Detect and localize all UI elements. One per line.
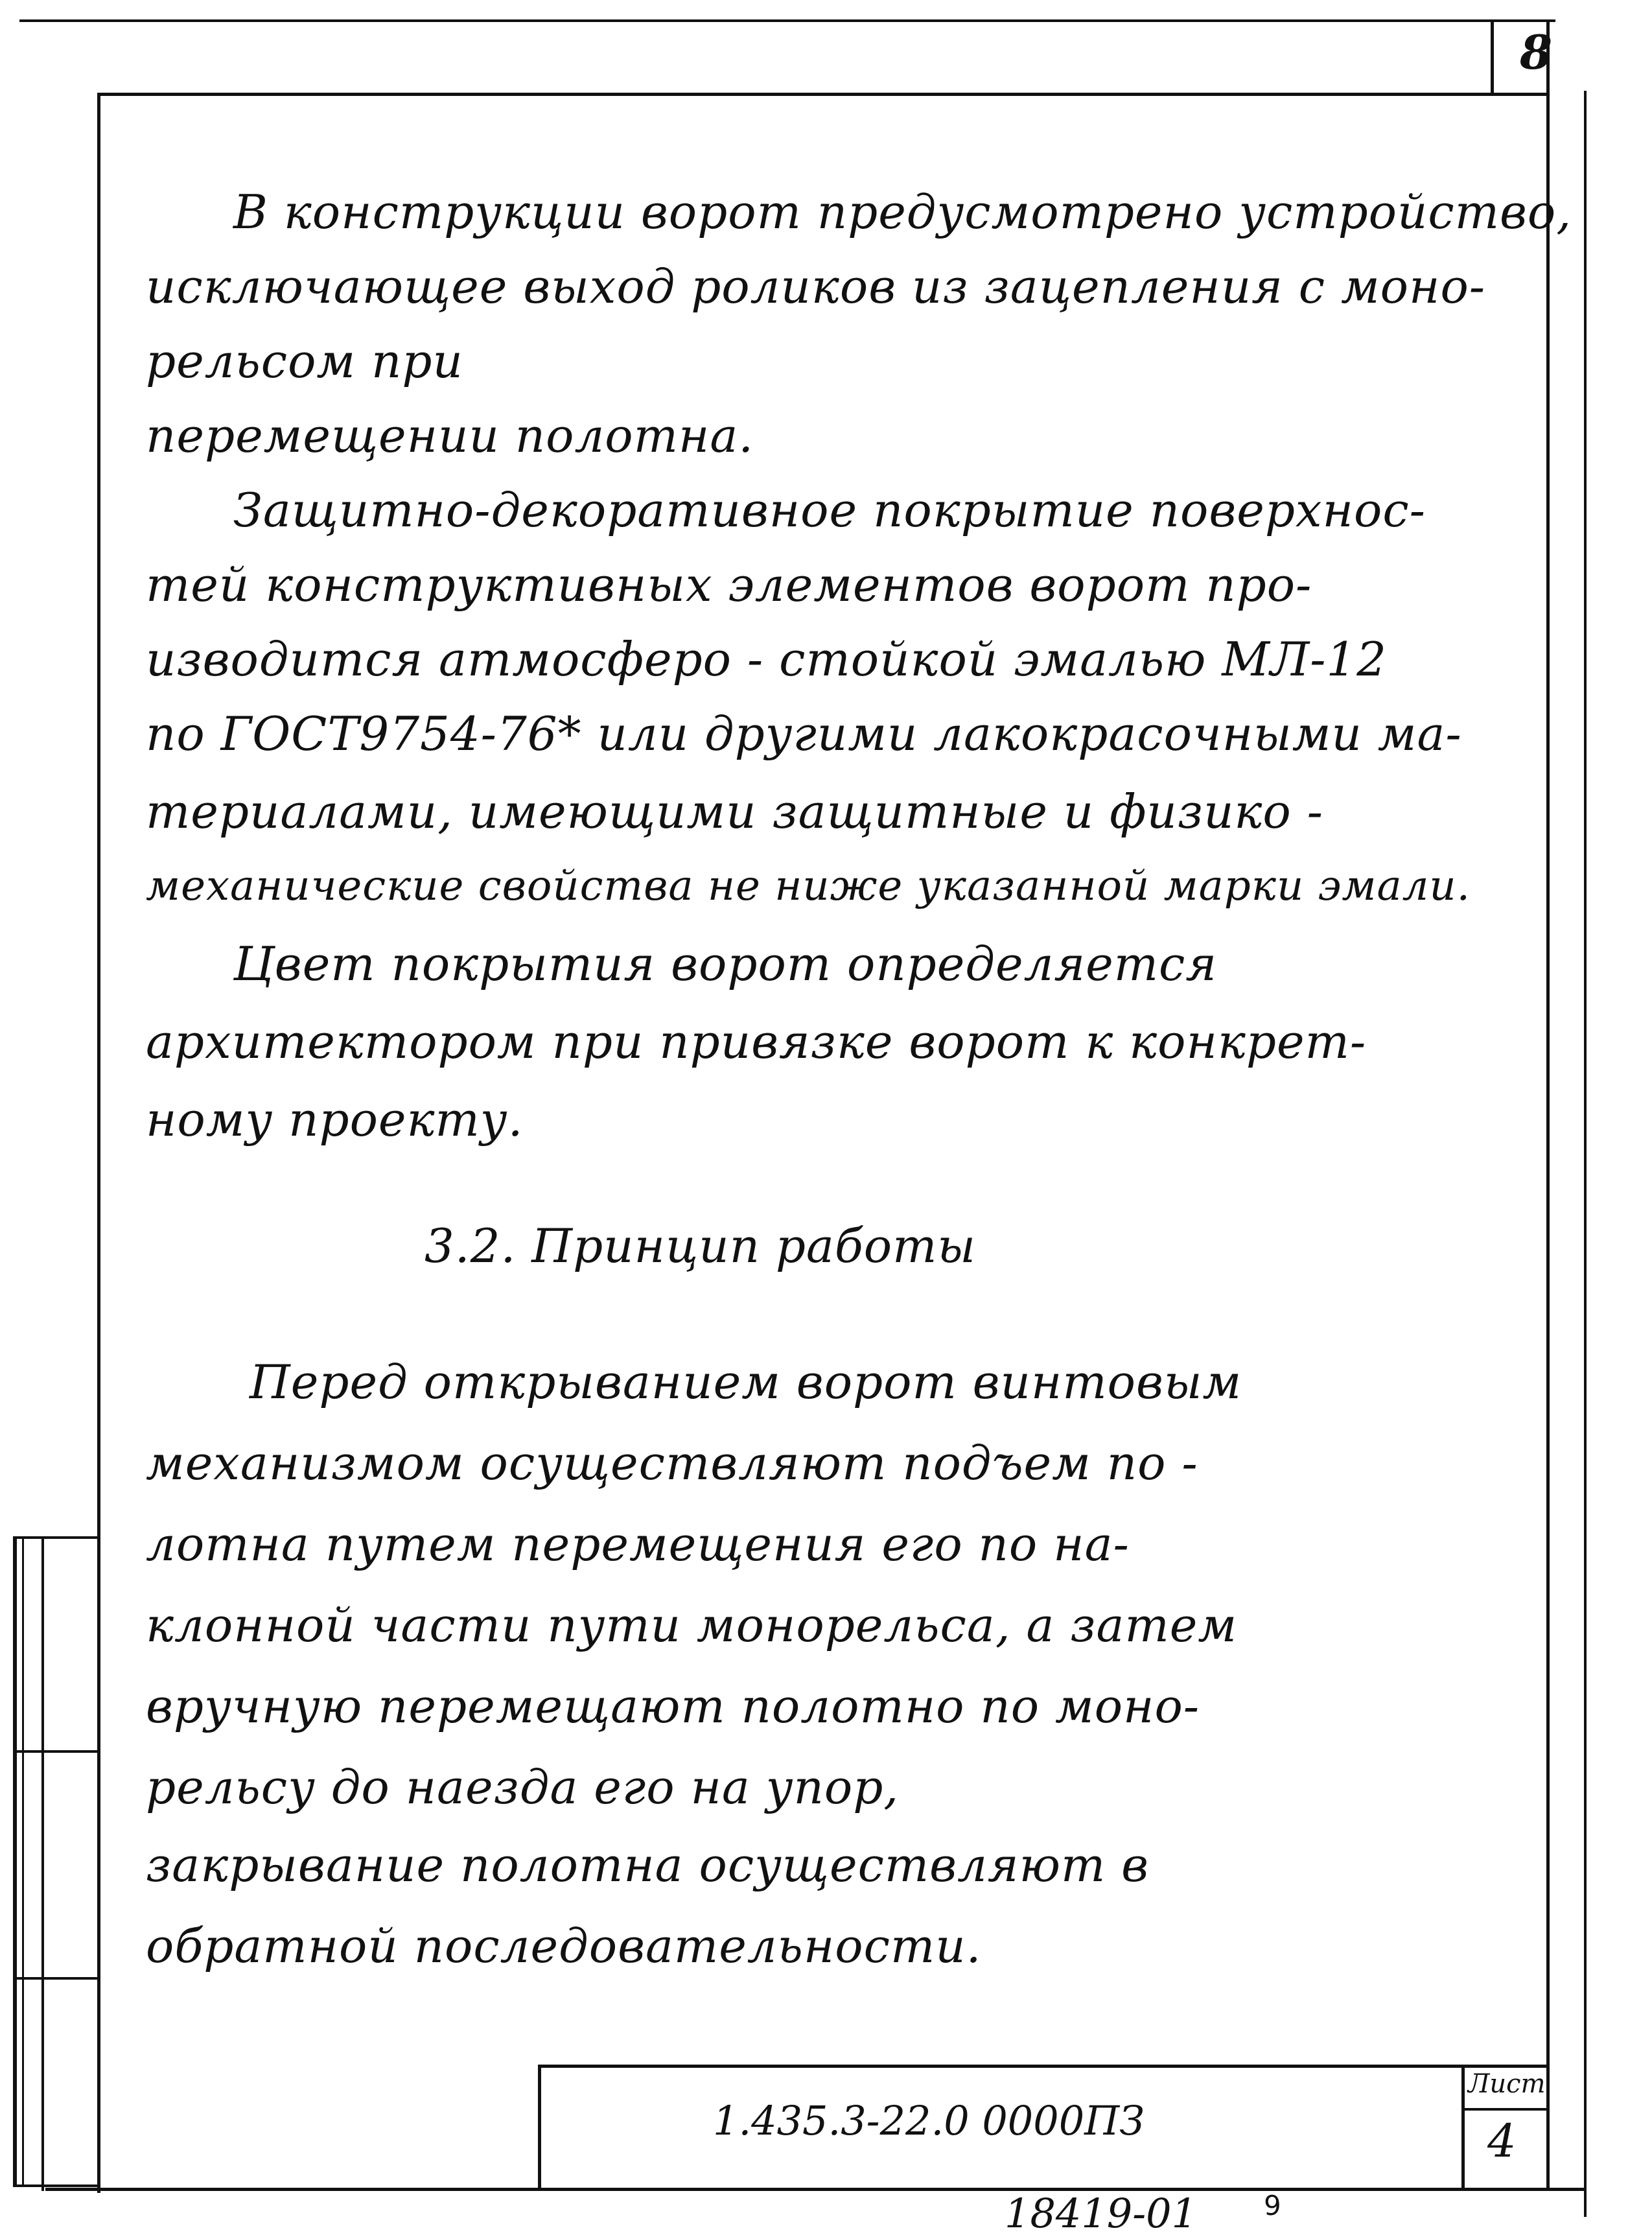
text-line: Цвет покрытия ворот определяется <box>233 937 1218 991</box>
text-line: рельсом при <box>146 334 463 388</box>
top-border <box>19 19 1555 22</box>
text-line: Перед открыванием ворот винтовым <box>250 1355 1242 1409</box>
text-line: изводится атмосферо - стойкой эмалью МЛ-12 <box>146 632 1388 686</box>
binding-divider <box>13 1536 100 1539</box>
page-number: 8 <box>1520 25 1553 80</box>
text-line: ному проекту. <box>146 1092 524 1147</box>
document-code: 1.435.3-22.0 0000ПЗ <box>713 2097 1145 2144</box>
text-line: вручную перемещают полотно по моно- <box>146 1679 1200 1733</box>
bottom-border <box>45 2188 1585 2191</box>
binding-divider <box>13 1977 100 1980</box>
text-line: лотна путем перемещения его по на- <box>146 1517 1130 1571</box>
text-line: механические свойства не ниже указанной марки эмали. <box>146 862 1471 910</box>
binding-divider <box>13 1750 100 1753</box>
text-line: клонной части пути монорельса, а затем <box>146 1598 1238 1652</box>
outer-right-border <box>1584 91 1587 2217</box>
text-line: рельсу до наезда его на упор, <box>146 1760 900 1814</box>
text-line: по ГОСТ9754-76* или другими лакокрасочными ма- <box>146 707 1462 761</box>
text-line: В конструкции ворот предусмотрено устройство, <box>233 185 1572 239</box>
text-line: механизмом осуществляют подъем по - <box>146 1436 1198 1490</box>
title-block-left <box>538 2065 541 2191</box>
section-heading: 3.2. Принцип работы <box>425 1219 977 1273</box>
left-border <box>97 93 100 2193</box>
text-line: архитектором при привязке ворот к конкрет- <box>146 1014 1367 1069</box>
text-line: перемещении полотна. <box>146 408 754 463</box>
page-index: 9 <box>1264 2190 1281 2221</box>
binding-strip-inner <box>22 1536 24 2184</box>
title-block-top <box>538 2065 1549 2068</box>
sheet-number: 4 <box>1487 2114 1517 2168</box>
binding-divider <box>13 2184 100 2187</box>
sheet-label: Лист <box>1468 2069 1546 2099</box>
text-line: териалами, имеющими защитные и физико - <box>146 784 1323 839</box>
inner-top-border <box>97 93 1549 96</box>
text-line: обратной последовательности. <box>146 1919 982 1973</box>
text-line: тей конструктивных элементов ворот про- <box>146 557 1312 612</box>
sheet-box-divider <box>1461 2108 1549 2111</box>
binding-strip-right <box>41 1536 44 2191</box>
inventory-number: 18419-01 <box>1005 2190 1198 2237</box>
sheet-box-left <box>1461 2065 1465 2191</box>
page-box-left <box>1491 19 1494 94</box>
text-line: закрывание полотна осуществляют в <box>146 1838 1150 1892</box>
text-line: Защитно-декоративное покрытие поверхнос- <box>233 483 1426 537</box>
right-border <box>1546 19 1550 2188</box>
binding-strip-outer <box>13 1536 17 2184</box>
text-line: исключающее выход роликов из зацепления с моно- <box>146 259 1486 314</box>
